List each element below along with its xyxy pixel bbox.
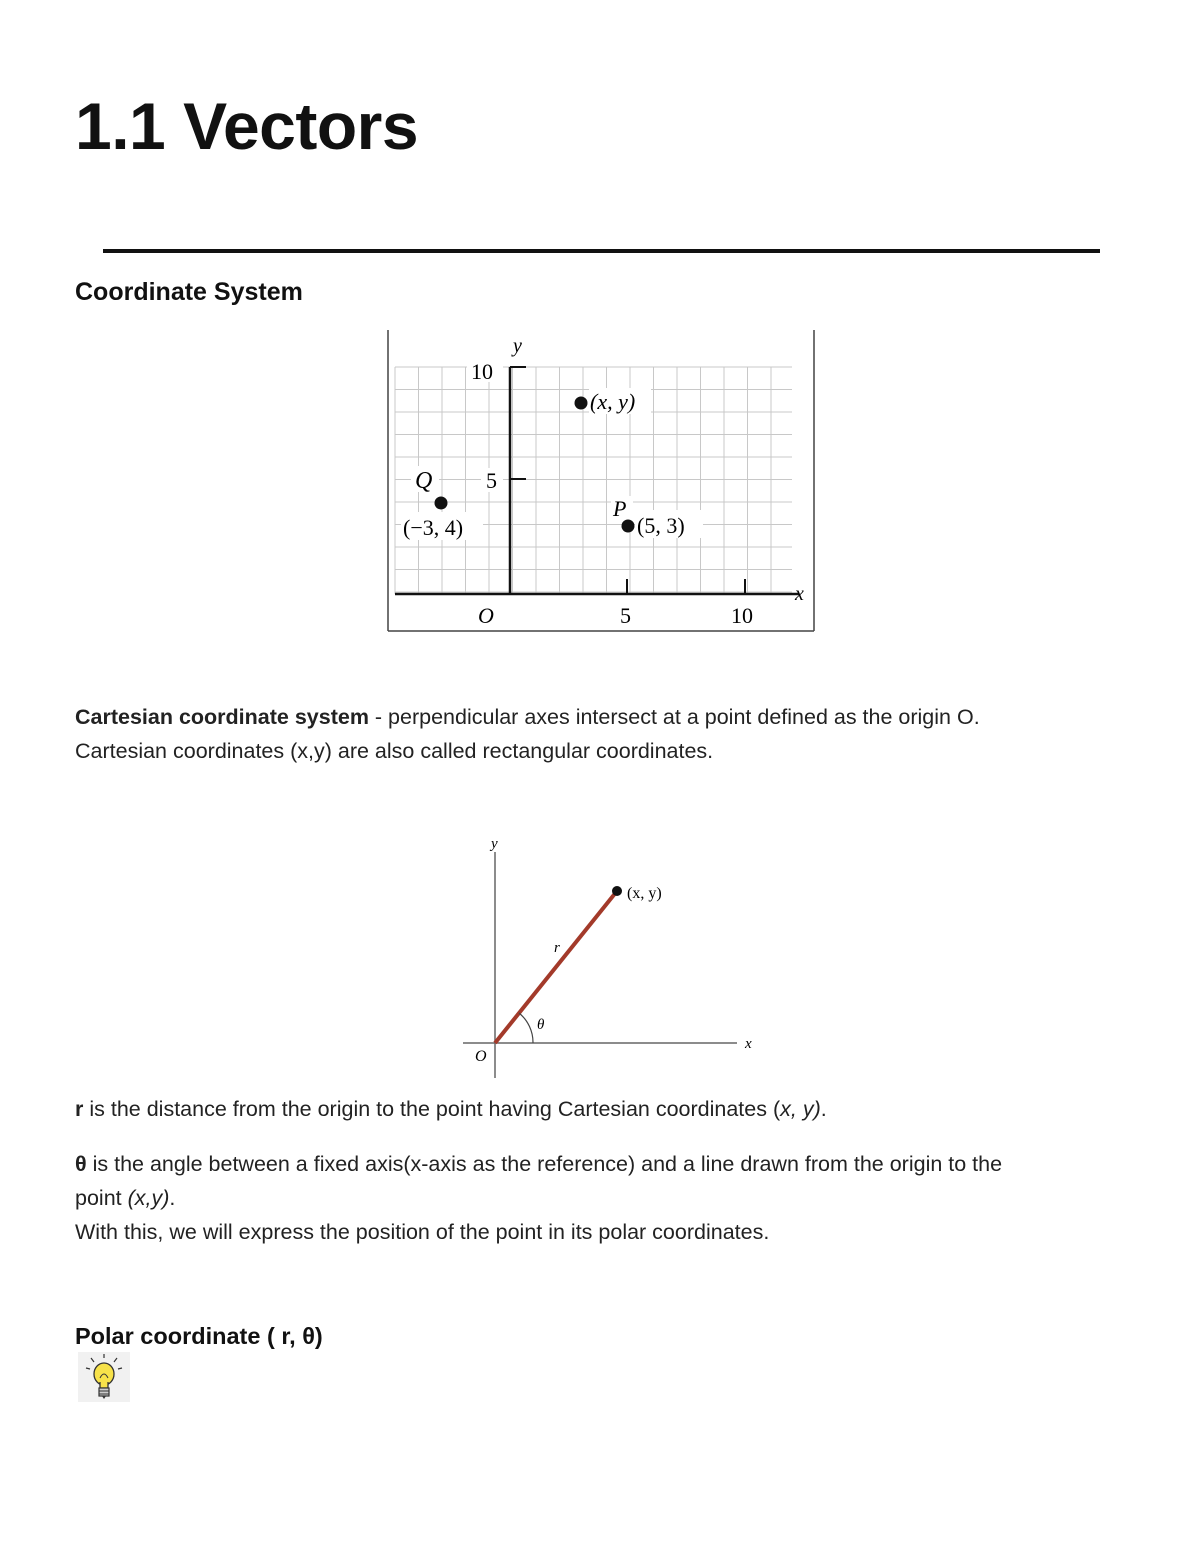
y-tick-5-label: 5 xyxy=(486,468,497,493)
x-tick-10-label: 10 xyxy=(731,603,753,628)
r-definition-coords: x, y) xyxy=(780,1097,821,1121)
theta-definition-coords: (x,y) xyxy=(127,1186,170,1210)
polar-point-label: (x, y) xyxy=(627,885,662,902)
r-term: r xyxy=(75,1097,84,1121)
theta-label: θ xyxy=(537,1017,545,1033)
polar-y-label: y xyxy=(491,836,498,852)
cartesian-definition-line2: Cartesian coordinates (x,y) are also called rectangular coordinates. xyxy=(75,739,714,763)
point-q xyxy=(435,497,448,510)
lightbulb-icon xyxy=(78,1352,130,1402)
polar-point xyxy=(612,886,622,896)
y-axis-label: y xyxy=(513,335,522,357)
theta-definition-text: is the angle between a fixed axis(x-axis as the reference) and a line drawn from the origin to the xyxy=(86,1152,1003,1176)
point-q-coords: (−3, 4) xyxy=(403,515,464,540)
cartesian-term: Cartesian coordinate system xyxy=(75,705,369,729)
point-p xyxy=(622,520,635,533)
polar-figure xyxy=(455,830,765,1080)
polar-heading: Polar coordinate ( r, θ) xyxy=(75,1323,323,1349)
x-tick-5-label: 5 xyxy=(620,603,631,628)
horizontal-divider xyxy=(103,249,1100,253)
point-generic xyxy=(575,397,588,410)
cartesian-grid-figure xyxy=(387,330,815,632)
point-generic-label: (x, y) xyxy=(590,389,636,414)
cartesian-definition-text: - perpendicular axes intersect at a point defined as the origin O. xyxy=(368,705,980,729)
page-title: 1.1 Vectors xyxy=(75,89,419,163)
theta-arc xyxy=(519,1013,533,1043)
theta-term: θ xyxy=(75,1152,87,1176)
point-q-name: Q xyxy=(415,468,433,494)
r-label: r xyxy=(554,940,560,956)
polar-origin-label: O xyxy=(475,1048,487,1065)
point-p-coords: (5, 3) xyxy=(637,513,685,538)
radius-line xyxy=(495,891,617,1043)
r-definition-text: is the distance from the origin to the point having Cartesian coordinates ( xyxy=(83,1097,781,1121)
x-axis-label: x xyxy=(795,583,804,605)
r-definition: r is the distance from the origin to the point having Cartesian coordinates (x, y). xyxy=(75,1097,827,1121)
section-heading: Coordinate System xyxy=(75,278,303,306)
cartesian-grid-svg xyxy=(387,330,815,632)
theta-definition: θ is the angle between a fixed axis(x-axis as the reference) and a line drawn from the origin to the point (x,y). xyxy=(75,1152,1003,1210)
point-p-name: P xyxy=(613,496,627,521)
polar-svg xyxy=(455,830,765,1080)
polar-x-label: x xyxy=(745,1036,752,1052)
origin-label: O xyxy=(478,603,494,628)
polar-intro: With this, we will express the position of the point in its polar coordinates. xyxy=(75,1220,770,1244)
y-tick-10-label: 10 xyxy=(471,359,493,384)
cartesian-definition xyxy=(75,700,980,768)
